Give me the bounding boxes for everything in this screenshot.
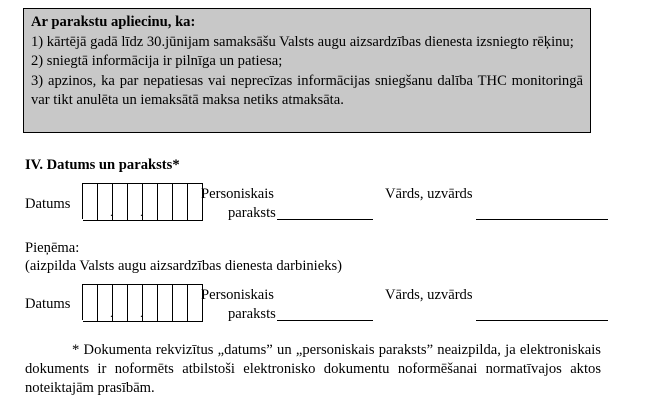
applicant-signature-label-1: Personiskais: [201, 186, 274, 202]
date-digit-cell[interactable]: [158, 284, 173, 322]
date-separator: .: [140, 205, 143, 219]
received-name-label: Vārds, uzvārds: [385, 287, 473, 303]
declaration-heading: Ar parakstu apliecinu, ka:: [31, 14, 196, 30]
section-title: IV. Datums un paraksts*: [25, 157, 180, 173]
received-note: (aizpilda Valsts augu aizsardzības dienesta darbinieks): [25, 258, 343, 274]
date-digit-cell[interactable]: [173, 183, 188, 221]
applicant-signature-line[interactable]: [277, 219, 373, 220]
date-digit-cell[interactable]: [113, 183, 128, 221]
declaration-box: [23, 8, 591, 133]
date-separator: .: [140, 306, 143, 320]
declaration-item-1: 1) kārtējā gadā līdz 30.jūnijam samaksāšu Valsts augu aizsardzības dienesta izsniegto rēķinu;: [31, 33, 574, 50]
date-digit-cell[interactable]: [143, 284, 158, 322]
declaration-item-2: 2) sniegtā informācija ir pilnīga un patiesa;: [31, 53, 283, 70]
date-digit-cell[interactable]: [128, 183, 143, 221]
applicant-name-label: Vārds, uzvārds: [385, 186, 473, 202]
date-digit-cell[interactable]: [83, 183, 98, 221]
applicant-name-line[interactable]: [476, 219, 608, 220]
received-date-field[interactable]: [82, 284, 203, 320]
date-digit-cell[interactable]: [128, 284, 143, 322]
date-digit-cell[interactable]: [83, 284, 98, 322]
date-separator: .: [110, 306, 113, 320]
date-digit-cell[interactable]: [98, 284, 113, 322]
date-digit-cell[interactable]: [173, 284, 188, 322]
date-digit-cell[interactable]: [143, 183, 158, 221]
received-name-line[interactable]: [476, 320, 608, 321]
applicant-date-field[interactable]: [82, 183, 203, 219]
applicant-date-label: Datums: [25, 196, 71, 212]
received-label: Pieņēma:: [25, 240, 80, 256]
applicant-signature-label-2: paraksts: [228, 205, 276, 221]
date-digit-cell[interactable]: [98, 183, 113, 221]
date-separator: .: [110, 205, 113, 219]
received-date-label: Datums: [25, 296, 71, 312]
date-digit-cell[interactable]: [158, 183, 173, 221]
date-digit-cell[interactable]: [113, 284, 128, 322]
footnote-text: * Dokumenta rekvizītus „datums” un „personiskais paraksts” neaizpilda, ja elektroniskais dokuments ir noformēts atbilstoši elektronisko dokumentu noformēšanai normatīvajos aktos noteiktajām prasībām.: [25, 342, 601, 396]
received-signature-label-2: paraksts: [228, 306, 276, 322]
footnote: [25, 341, 601, 398]
received-signature-line[interactable]: [277, 320, 373, 321]
declaration-item-3: 3) apzinos, ka par nepatiesas vai neprecīzas informācijas sniegšanu dalība THC monitoringā var tikt anulēta un iemaksātā maksa netiks atmaksāta.: [31, 72, 583, 109]
received-signature-label-1: Personiskais: [201, 287, 274, 303]
